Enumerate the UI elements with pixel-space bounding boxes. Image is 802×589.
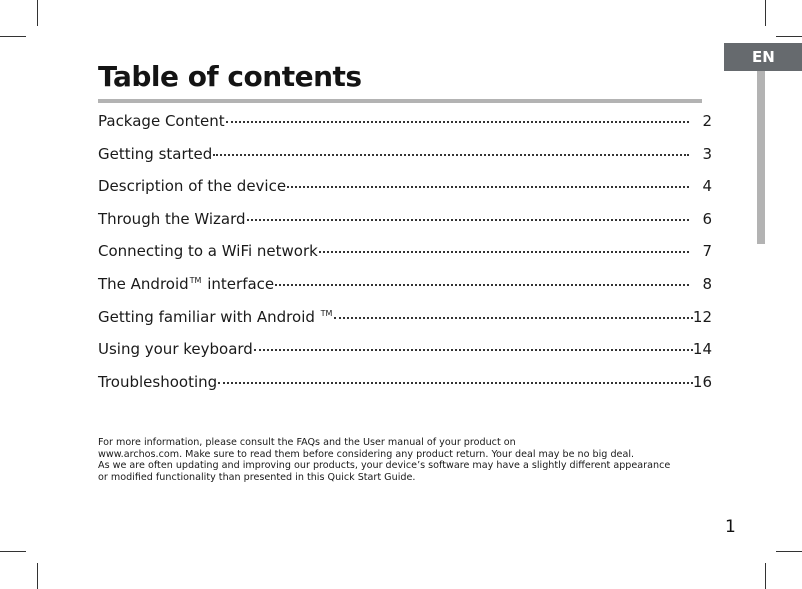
toc-entry[interactable]: [98, 142, 712, 175]
trademark-mark: TM: [320, 308, 333, 318]
toc-leader: [218, 381, 693, 384]
toc-page-number: 4: [702, 177, 712, 196]
toc-label: Getting started: [98, 144, 213, 163]
toc-page-number: 7: [702, 242, 712, 261]
toc-label: Getting familiar with Android: [98, 307, 320, 326]
toc-label: Using your keyboard: [98, 340, 253, 359]
toc-leader: [254, 348, 693, 351]
crop-mark: [776, 36, 802, 37]
toc-page-number: 12: [692, 307, 712, 326]
footer-note-line: or modified functionality than presented in this Quick Start Guide.: [98, 471, 416, 483]
toc-label-group: [98, 305, 333, 329]
toc-page-number: 2: [702, 112, 712, 130]
page-number: 1: [725, 517, 736, 537]
side-bar: [757, 71, 765, 244]
toc-entry[interactable]: [98, 305, 712, 338]
crop-mark: [765, 563, 766, 589]
crop-mark: [0, 551, 26, 552]
toc-entry[interactable]: [98, 239, 712, 272]
toc-page-number: 8: [702, 274, 712, 293]
toc-page-number: 14: [692, 340, 712, 359]
toc-leader: [287, 185, 689, 188]
toc-page-number: 6: [702, 209, 712, 228]
toc-page-number: 16: [692, 372, 712, 391]
toc-entry[interactable]: [98, 370, 712, 403]
title-rule: [98, 99, 702, 103]
toc-label: Connecting to a WiFi network: [98, 242, 318, 261]
toc-entry[interactable]: [98, 337, 712, 370]
toc-label: Through the Wizard: [98, 209, 246, 228]
toc-label: The Android: [98, 274, 189, 293]
footer-note-line: www.archos.com. Make sure to read them before considering any product return. Your deal may be no big deal.: [98, 448, 635, 460]
toc-entry[interactable]: [98, 207, 712, 240]
toc-entry[interactable]: [98, 109, 712, 142]
toc-leader: [226, 120, 689, 123]
crop-mark: [0, 36, 26, 37]
language-tab: EN: [724, 43, 802, 71]
toc-label-suffix: interface: [202, 274, 275, 293]
page-title: Table of contents: [98, 60, 362, 93]
crop-mark: [37, 0, 38, 26]
toc-entry[interactable]: [98, 174, 712, 207]
toc-label: Description of the device: [98, 177, 287, 196]
trademark-mark: TM: [189, 275, 202, 285]
toc-leader: [319, 250, 689, 253]
footer-note-line: For more information, please consult the FAQs and the User manual of your product on: [98, 437, 516, 448]
toc-label-group: [98, 272, 274, 296]
footer-note: [98, 437, 708, 483]
toc-leader: [213, 153, 689, 156]
toc-label: Package Content: [98, 112, 225, 130]
footer-note-line: As we are often updating and improving our products, your device’s software may have a slightly different appearance: [98, 460, 671, 471]
toc-page-number: 3: [702, 144, 712, 163]
toc-entry[interactable]: [98, 272, 712, 305]
toc-label: Troubleshooting: [98, 372, 218, 391]
crop-mark: [776, 551, 802, 552]
crop-mark: [765, 0, 766, 26]
table-of-contents: [98, 109, 712, 402]
toc-leader: [247, 218, 689, 221]
crop-mark: [37, 563, 38, 589]
toc-leader: [334, 316, 692, 319]
toc-leader: [275, 283, 689, 286]
